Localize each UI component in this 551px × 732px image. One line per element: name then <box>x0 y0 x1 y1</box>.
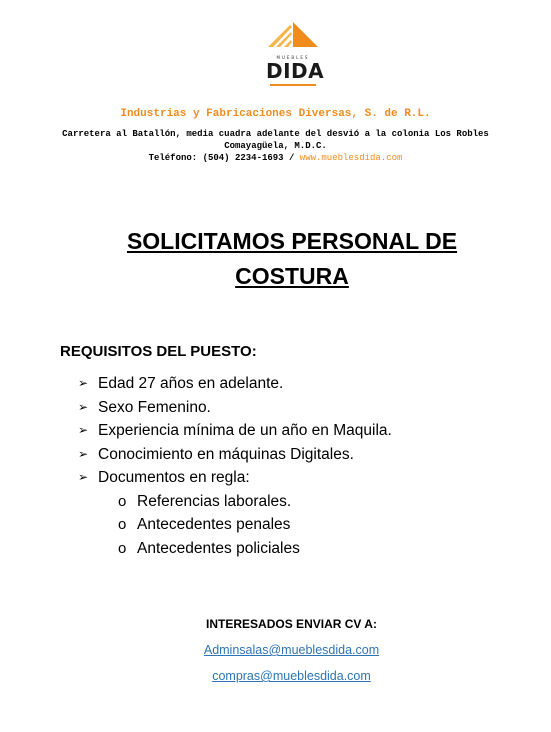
address-line-1: Carretera al Batallón, media cuadra adelante del desvió a la colonia Los Robles <box>62 129 489 139</box>
document-item <box>118 537 392 561</box>
requirement-text: Conocimiento en máquinas Digitales. <box>98 445 354 463</box>
company-logo <box>266 20 325 90</box>
requirement-item <box>78 396 392 420</box>
requirement-text: Edad 27 años en adelante. <box>98 375 284 392</box>
arrow-bullet-icon: ➢ <box>78 399 89 414</box>
document-text: Antecedentes policiales <box>137 539 300 557</box>
circle-bullet-icon: o <box>118 539 127 557</box>
arrow-bullet-icon: ➢ <box>78 446 89 461</box>
page-title <box>60 224 524 294</box>
requirements-list <box>78 372 392 560</box>
circle-bullet-icon: o <box>118 516 127 533</box>
requirement-text: Documentos en regla: <box>98 469 250 486</box>
requirement-text: Sexo Femenino. <box>98 398 211 416</box>
email-link-admin[interactable]: Adminsalas@mueblesdida.com <box>203 643 380 657</box>
circle-bullet-icon: o <box>118 492 127 510</box>
website-link[interactable]: www.mueblesdida.com <box>299 153 403 163</box>
phone-text: Teléfono: (504) 2234-1693 / <box>148 153 295 163</box>
requirement-item <box>78 419 392 443</box>
document-item <box>118 513 392 537</box>
arrow-bullet-icon: ➢ <box>78 423 89 437</box>
address-line-2: Comayagüela, M.D.C. <box>224 141 327 151</box>
document-text: Referencias laborales. <box>137 492 292 510</box>
logo-mark-icon <box>266 20 320 54</box>
document-item <box>118 490 392 514</box>
requirement-item <box>78 372 392 396</box>
requirement-item <box>78 443 392 467</box>
phone-line <box>0 153 551 163</box>
title-line-1: SOLICITAMOS PERSONAL DE <box>126 228 458 254</box>
requirement-text: Experiencia mínima de un año en Maquila. <box>98 422 392 439</box>
arrow-bullet-icon: ➢ <box>78 470 89 484</box>
email-line-2 <box>0 669 551 683</box>
arrow-bullet-icon: ➢ <box>78 376 89 390</box>
logo-tagline: MUEBLES <box>276 55 310 60</box>
company-name: Industrias y Fabricaciones Diversas, S. de R.L. <box>120 108 431 120</box>
email-link-compras[interactable]: compras@mueblesdida.com <box>212 669 371 683</box>
requirements-heading: REQUISITOS DEL PUESTO: <box>60 343 257 360</box>
email-line-1 <box>0 643 551 657</box>
documents-sublist-container <box>78 490 392 561</box>
contact-heading: INTERESADOS ENVIAR CV A: <box>206 617 377 631</box>
logo-brand: DIDA <box>266 59 325 83</box>
document-text: Antecedentes penales <box>137 516 291 533</box>
documents-sublist <box>78 490 392 561</box>
title-line-2: COSTURA <box>235 263 349 289</box>
requirement-item <box>78 466 392 490</box>
logo-underline <box>270 84 316 86</box>
